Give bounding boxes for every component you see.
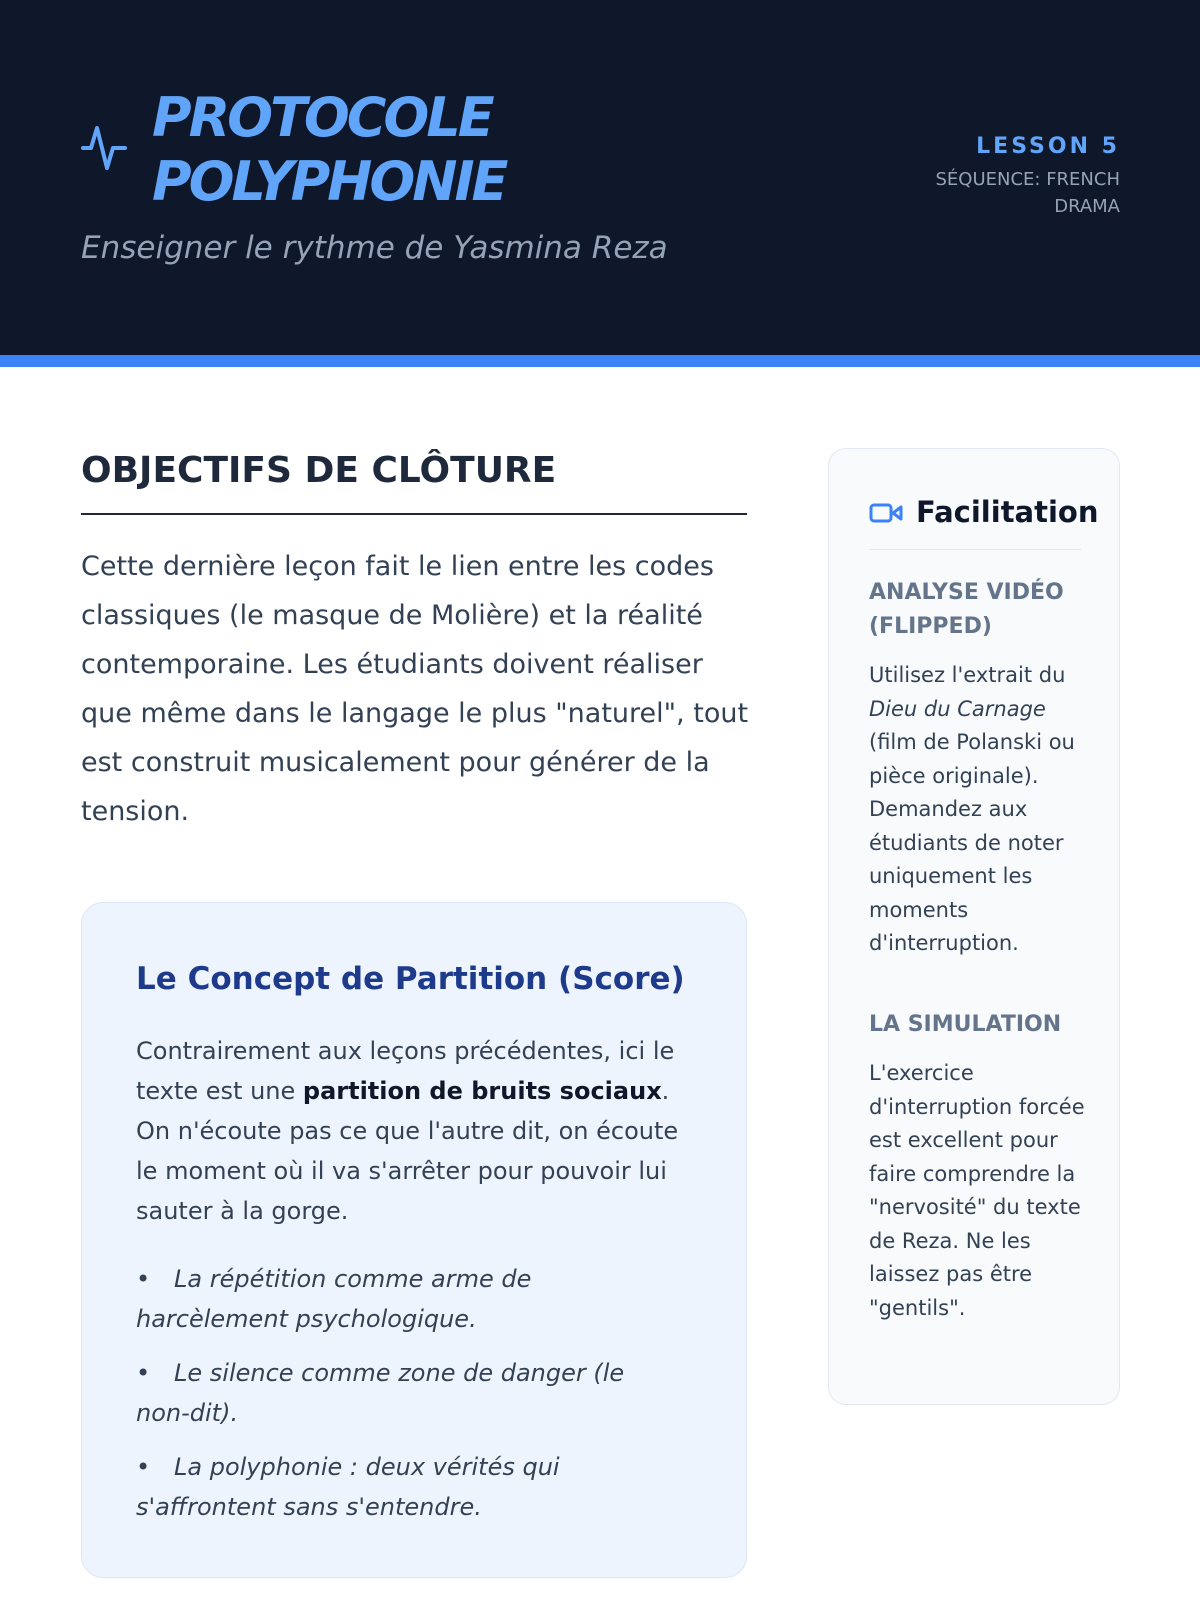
sidebar-title: Facilitation [916, 495, 1099, 529]
sidebar-divider [869, 549, 1081, 550]
page-header [0, 0, 1200, 355]
sidebar-section-text: L'exercice d'interruption forcée est excellent pour faire comprendre la "nervosité" du texte de Reza. Ne les laissez pas être "gentils". [869, 1061, 1085, 1320]
concept-title: Le Concept de Partition (Score) [136, 961, 685, 997]
section-divider [81, 513, 747, 515]
list-item: • Le silence comme zone de danger (le non-dit). [136, 1359, 625, 1427]
list-item: • La polyphonie : deux vérités qui s'affrontent sans s'entendre. [136, 1453, 560, 1521]
concept-body-bold: partition de bruits sociaux [302, 1077, 662, 1105]
concept-card [81, 902, 747, 1578]
title-line-2: POLYPHONIE [152, 150, 506, 213]
page-title [152, 86, 505, 214]
facilitation-sidebar [828, 448, 1120, 1405]
list-item: • La répétition comme arme de harcèlement psychologique. [136, 1265, 532, 1333]
sidebar-section-text: Utilisez l'extrait du Dieu du Carnage (film de Polanski ou pièce originale). Demandez aux étudiants de noter uniquement les moments d'interruption. [869, 663, 1075, 955]
lesson-label: LESSON 5 [976, 134, 1120, 159]
pulse-icon [81, 124, 129, 172]
concept-body-after: . On n'écoute pas ce que l'autre dit, on écoute le moment où il va s'arrêter pour pouvoir lui sauter à la gorge. [136, 1077, 679, 1225]
video-camera-icon [869, 501, 903, 525]
page-subtitle: Enseigner le rythme de Yasmina Reza [81, 230, 668, 266]
sidebar-section-title: ANALYSE VIDÉO (FLIPPED) [869, 580, 1064, 639]
title-line-1: PROTOCOLE [152, 86, 492, 149]
film-title: Dieu du Carnage [869, 696, 1046, 721]
concept-body [136, 1031, 696, 1231]
header-accent-stripe [0, 355, 1200, 367]
intro-paragraph: Cette dernière leçon fait le lien entre les codes classiques (le masque de Molière) et la réalité contemporaine. Les étudiants doivent réaliser que même dans le langage le plus "naturel", tout est construit musicalement pour générer de la tension. [81, 551, 749, 827]
section-heading: OBJECTIFS DE CLÔTURE [81, 450, 557, 491]
sequence-label: SÉQUENCE: FRENCH DRAMA [935, 169, 1120, 217]
concept-list [136, 1259, 666, 1541]
sidebar-section-title: LA SIMULATION [869, 1012, 1062, 1037]
concept-body-before: Contrairement aux leçons précédentes, ici le texte est une [136, 1037, 675, 1105]
